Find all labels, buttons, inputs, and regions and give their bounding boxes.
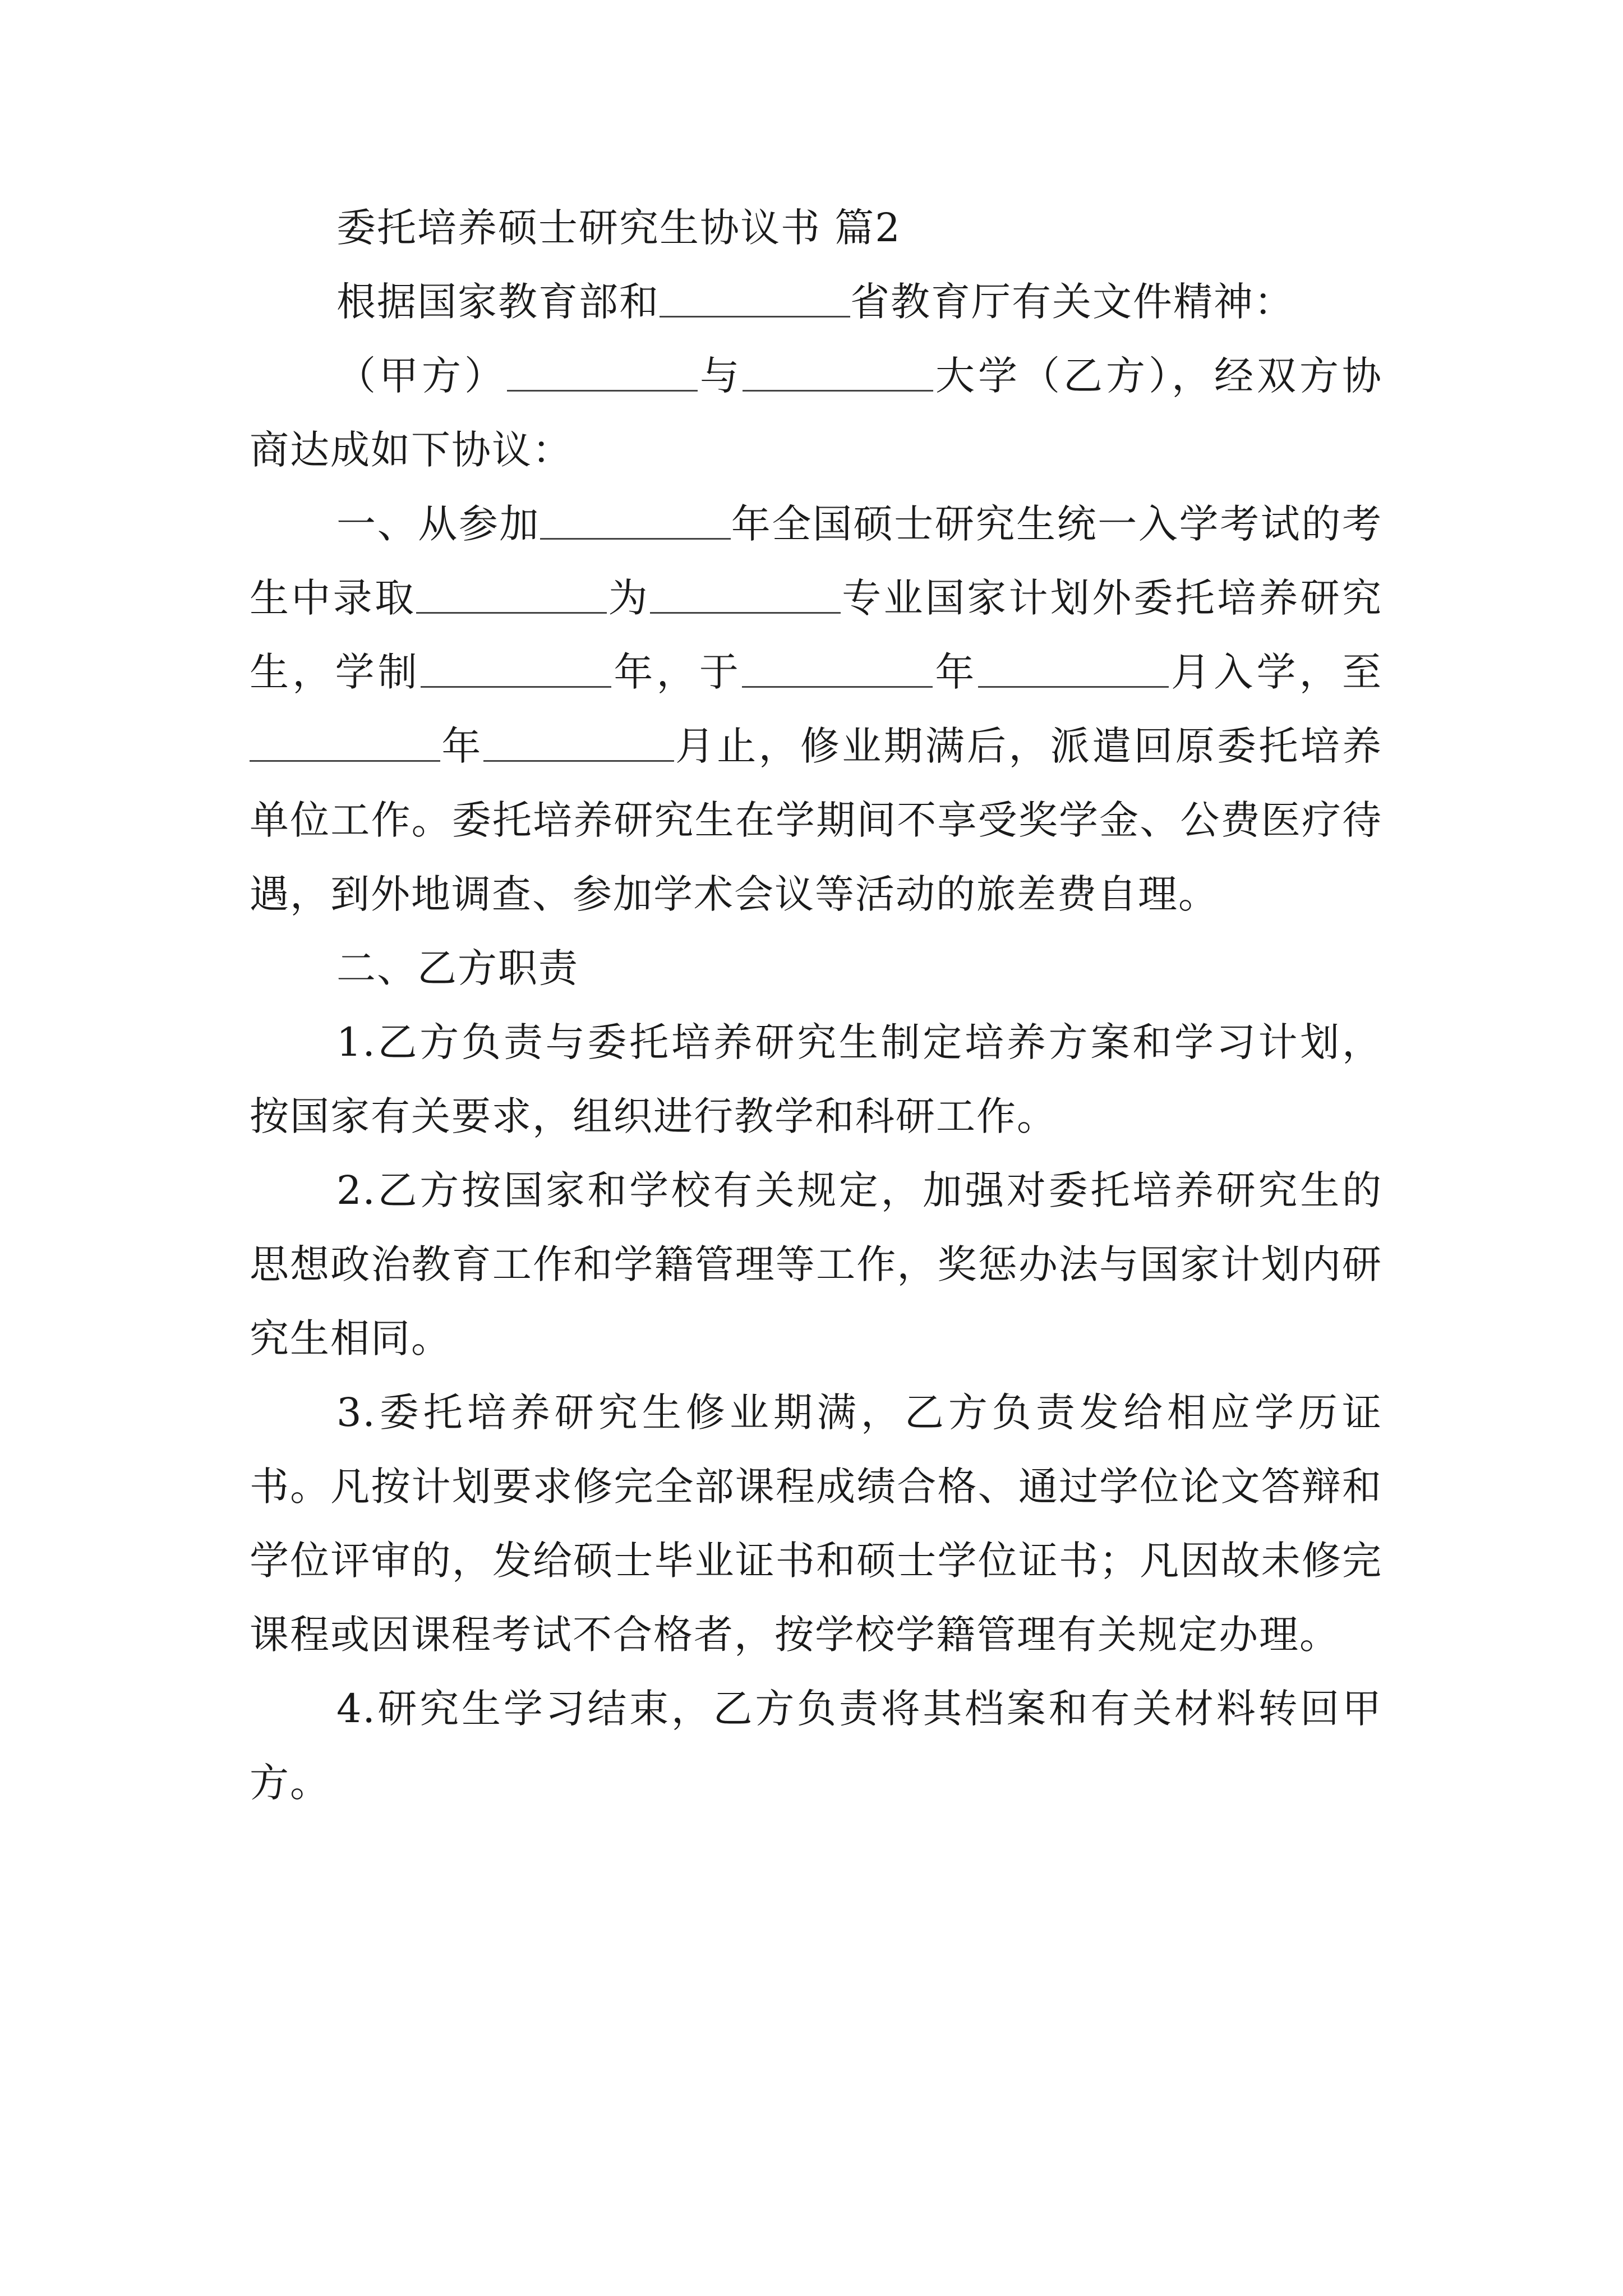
fill-in-blank <box>540 504 731 540</box>
fill-in-blank <box>743 356 933 392</box>
fill-in-blank <box>978 652 1169 688</box>
fill-in-blank <box>650 578 841 614</box>
clause-1-paragraph: 一、从参加 年全国硕士研究生统一入学考试的考生中录取 为 专业国家计划外委托培养研究生，学制 年，于 年 月入学，至年 月止，修业期满后，派遣回原委托培养单位工作。委托培养研究生在学期间不享受奖学金、公费医疗待遇，到外地调查、参加学术会议等活动的旅差费自理。 <box>250 501 1383 917</box>
fill-in-blank <box>742 652 933 688</box>
duty-item-3: 3.委托培养研究生修业期满，乙方负责发给相应学历证书。凡按计划要求修完全部课程成绩合格、通过学位论文答辩和学位评审的，发给硕士毕业证书和硕士学位证书；凡因故未修完课程或因课程考试不合格者，按学校学籍管理有关规定办理。 <box>250 1389 1382 1658</box>
duty-item-4: 4.研究生学习结束，乙方负责将其档案和有关材料转回甲方。 <box>250 1686 1382 1806</box>
fill-in-blank <box>416 578 607 614</box>
fill-in-blank <box>660 282 850 318</box>
fill-in-blank <box>421 652 611 688</box>
fill-in-blank <box>507 356 698 392</box>
section-2-heading: 二、乙方职责 <box>336 945 579 991</box>
document-title: 委托培养硕士研究生协议书 篇2 <box>336 205 901 251</box>
fill-in-blank <box>483 726 674 762</box>
document-body <box>250 191 1382 1820</box>
fill-in-blank <box>250 726 440 762</box>
parties-paragraph: （甲方） 与 大学（乙方），经双方协商达成如下协议： <box>250 353 1382 473</box>
duty-item-2: 2.乙方按国家和学校有关规定，加强对委托培养研究生的思想政治教育工作和学籍管理等工作，奖惩办法与国家计划内研究生相同。 <box>250 1167 1382 1361</box>
intro-paragraph: 根据国家教育部和 省教育厅有关文件精神： <box>336 279 1294 325</box>
duty-item-1: 1.乙方负责与委托培养研究生制定培养方案和学习计划，按国家有关要求，组织进行教学和科研工作。 <box>250 1019 1382 1139</box>
